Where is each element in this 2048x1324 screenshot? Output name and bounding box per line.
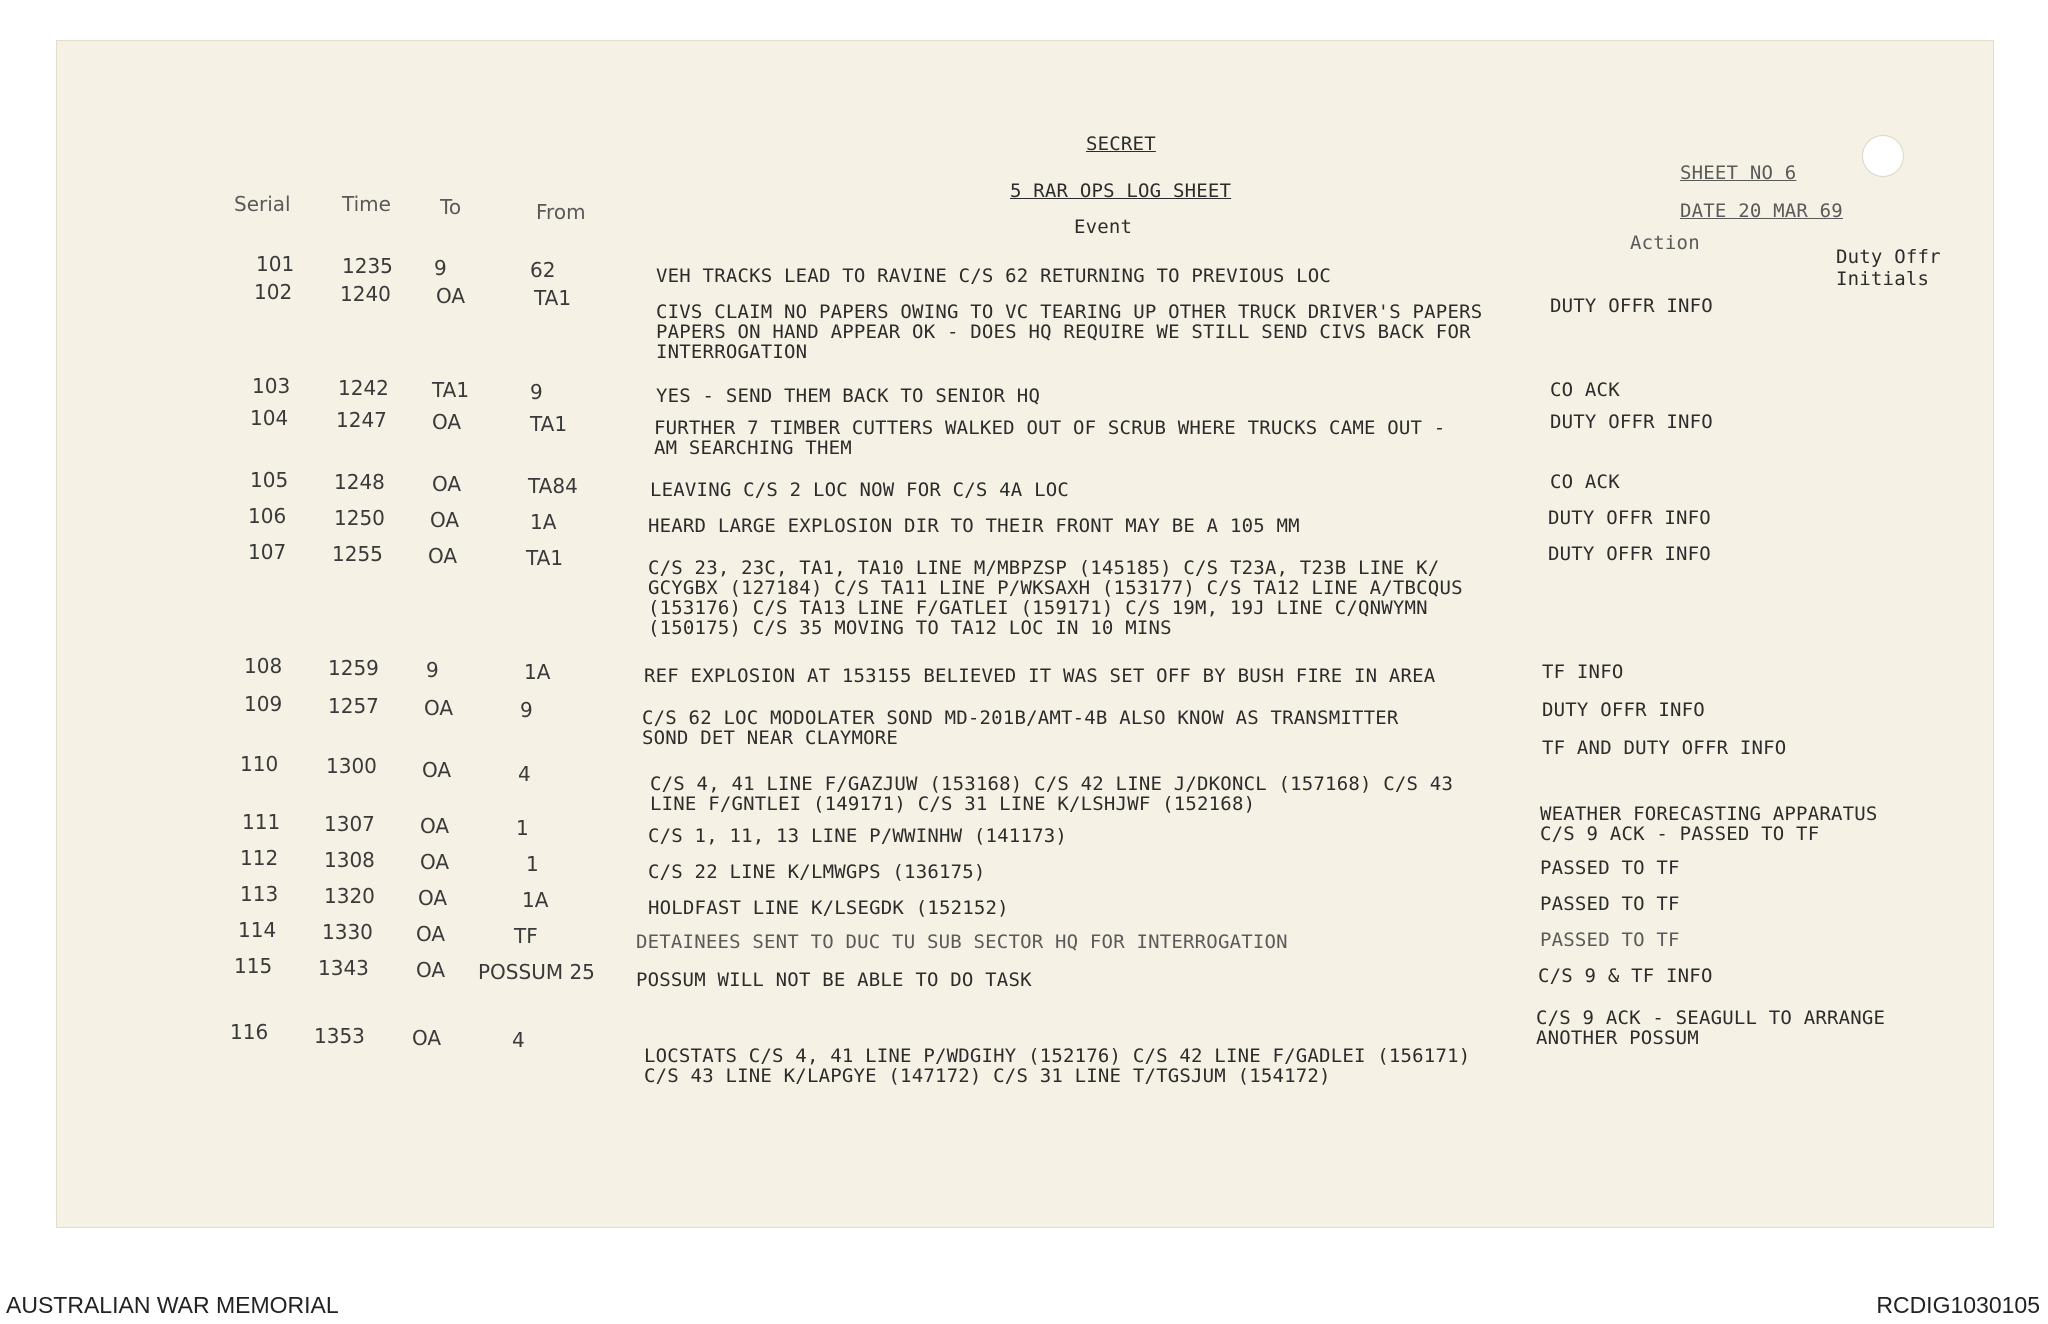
col-header-event: Event xyxy=(1074,216,1133,238)
archive-reference: RCDIG1030105 xyxy=(1876,1292,2040,1318)
row-serial: 111 xyxy=(242,810,281,834)
col-header-time: Time xyxy=(342,192,391,216)
row-time: 1235 xyxy=(342,254,393,278)
row-action: CO ACK xyxy=(1550,379,1620,401)
row-from: 9 xyxy=(530,380,543,404)
row-time: 1353 xyxy=(314,1024,365,1048)
row-to: OA xyxy=(420,850,450,874)
row-from: 1 xyxy=(526,852,539,876)
row-to: 9 xyxy=(434,256,447,280)
log-sheet-paper xyxy=(56,40,1994,1228)
row-serial: 109 xyxy=(244,692,283,716)
row-from: 9 xyxy=(520,698,533,722)
row-to: 9 xyxy=(426,658,439,682)
row-action: DUTY OFFR INFO xyxy=(1550,411,1713,433)
row-from: TA1 xyxy=(526,546,564,570)
row-from: TA1 xyxy=(530,412,568,436)
col-header-duty-initials: Initials xyxy=(1836,268,1930,290)
row-event: VEH TRACKS LEAD TO RAVINE C/S 62 RETURNING TO PREVIOUS LOC xyxy=(656,265,1332,287)
row-to: OA xyxy=(418,886,448,910)
row-action: DUTY OFFR INFO xyxy=(1550,295,1713,317)
col-header-serial: Serial xyxy=(234,192,291,216)
row-to: OA xyxy=(416,922,446,946)
row-serial: 106 xyxy=(248,504,287,528)
row-from: TF xyxy=(514,924,538,948)
row-to: OA xyxy=(428,544,458,568)
row-action: PASSED TO TF xyxy=(1540,857,1680,879)
row-time: 1248 xyxy=(334,470,385,494)
row-serial: 104 xyxy=(250,406,289,430)
archive-credit: AUSTRALIAN WAR MEMORIAL xyxy=(6,1292,339,1318)
row-time: 1255 xyxy=(332,542,383,566)
row-serial: 110 xyxy=(240,752,279,776)
row-from: 1 xyxy=(516,816,529,840)
col-header-duty-offr: Duty Offr xyxy=(1836,246,1941,268)
row-to: OA xyxy=(430,508,460,532)
row-event: C/S 62 LOC MODOLATER SOND MD-201B/AMT-4B ALSO KNOW AS TRANSMITTER SOND DET NEAR CLAYMORE xyxy=(642,707,1399,749)
row-from: 62 xyxy=(530,258,556,282)
row-to: OA xyxy=(422,758,452,782)
row-serial: 115 xyxy=(234,954,273,978)
row-action: TF AND DUTY OFFR INFO xyxy=(1542,737,1787,759)
row-action: CO ACK xyxy=(1550,471,1620,493)
row-action: PASSED TO TF xyxy=(1540,893,1680,915)
row-event: C/S 1, 11, 13 LINE P/WWINHW (141173) xyxy=(648,825,1068,847)
sheet-number: SHEET NO 6 xyxy=(1680,162,1797,184)
row-to: OA xyxy=(412,1026,442,1050)
row-to: OA xyxy=(424,696,454,720)
row-serial: 113 xyxy=(240,882,279,906)
row-from: 1A xyxy=(522,888,549,912)
row-time: 1300 xyxy=(326,754,377,778)
row-event: REF EXPLOSION AT 153155 BELIEVED IT WAS SET OFF BY BUSH FIRE IN AREA xyxy=(644,665,1436,687)
row-serial: 103 xyxy=(252,374,291,398)
col-header-action: Action xyxy=(1630,232,1700,254)
row-time: 1343 xyxy=(318,956,369,980)
row-event: C/S 23, 23C, TA1, TA10 LINE M/MBPZSP (145185) C/S T23A, T23B LINE K/ GCYGBX (127184) C/S TA11 LINE P/WKSAXH (153177) C/S TA12 LINE A/TBCQUS (153176) C/S TA13 LINE F/GATLEI (159171) C/S 19M, 19J LINE C/QNWYMN (150175) C/S 35 MOVING TO TA12 LOC IN 10 MINS xyxy=(648,557,1463,639)
punch-hole xyxy=(1862,135,1904,177)
sheet-date: DATE 20 MAR 69 xyxy=(1680,200,1843,222)
row-serial: 101 xyxy=(256,252,295,276)
row-time: 1257 xyxy=(328,694,379,718)
row-event: FURTHER 7 TIMBER CUTTERS WALKED OUT OF SCRUB WHERE TRUCKS CAME OUT - AM SEARCHING THEM xyxy=(654,417,1446,459)
row-serial: 112 xyxy=(240,846,279,870)
col-header-from: From xyxy=(536,200,586,224)
row-serial: 107 xyxy=(248,540,287,564)
row-action: TF INFO xyxy=(1542,661,1624,683)
row-action: DUTY OFFR INFO xyxy=(1548,507,1711,529)
row-serial: 114 xyxy=(238,918,277,942)
row-time: 1247 xyxy=(336,408,387,432)
row-from: TA84 xyxy=(528,474,578,498)
row-from: 1A xyxy=(524,660,551,684)
row-time: 1308 xyxy=(324,848,375,872)
row-action: DUTY OFFR INFO xyxy=(1542,699,1705,721)
row-serial: 102 xyxy=(254,280,293,304)
classification-label: SECRET xyxy=(1086,133,1156,155)
row-from: 4 xyxy=(518,762,531,786)
row-action: C/S 9 & TF INFO xyxy=(1538,965,1713,987)
row-to: OA xyxy=(436,284,466,308)
row-serial: 116 xyxy=(230,1020,269,1044)
row-from: 4 xyxy=(512,1028,525,1052)
row-time: 1240 xyxy=(340,282,391,306)
row-event: DETAINEES SENT TO DUC TU SUB SECTOR HQ FOR INTERROGATION xyxy=(636,931,1288,953)
row-event: HEARD LARGE EXPLOSION DIR TO THEIR FRONT MAY BE A 105 MM xyxy=(648,515,1300,537)
row-from: TA1 xyxy=(534,286,572,310)
row-event: C/S 4, 41 LINE F/GAZJUW (153168) C/S 42 LINE J/DKONCL (157168) C/S 43 LINE F/GNTLEI (149171) C/S 31 LINE K/LSHJWF (152168) xyxy=(650,773,1454,815)
row-to: OA xyxy=(420,814,450,838)
row-to: OA xyxy=(432,472,462,496)
row-event: LEAVING C/S 2 LOC NOW FOR C/S 4A LOC xyxy=(650,479,1070,501)
row-serial: 108 xyxy=(244,654,283,678)
row-to: TA1 xyxy=(432,378,470,402)
row-action: PASSED TO TF xyxy=(1540,929,1680,951)
row-time: 1320 xyxy=(324,884,375,908)
row-event: CIVS CLAIM NO PAPERS OWING TO VC TEARING UP OTHER TRUCK DRIVER'S PAPERS PAPERS ON HAND APPEAR OK - DOES HQ REQUIRE WE STILL SEND CIVS BACK FOR INTERROGATION xyxy=(656,301,1483,363)
row-event: HOLDFAST LINE K/LSEGDK (152152) xyxy=(648,897,1009,919)
sheet-title: 5 RAR OPS LOG SHEET xyxy=(1010,180,1232,202)
row-time: 1250 xyxy=(334,506,385,530)
row-time: 1242 xyxy=(338,376,389,400)
row-serial: 105 xyxy=(250,468,289,492)
row-to: OA xyxy=(432,410,462,434)
row-to: OA xyxy=(416,958,446,982)
row-action: C/S 9 ACK - SEAGULL TO ARRANGE ANOTHER POSSUM xyxy=(1536,1007,1886,1049)
row-from: POSSUM 25 xyxy=(478,960,595,984)
row-action: WEATHER FORECASTING APPARATUS C/S 9 ACK - PASSED TO TF xyxy=(1540,803,1878,845)
row-time: 1307 xyxy=(324,812,375,836)
row-time: 1259 xyxy=(328,656,379,680)
row-event: POSSUM WILL NOT BE ABLE TO DO TASK xyxy=(636,969,1032,991)
row-event: LOCSTATS C/S 4, 41 LINE P/WDGIHY (152176) C/S 42 LINE F/GADLEI (156171) C/S 43 LINE K/LAPGYE (147172) C/S 31 LINE T/TGSJUM (154172) xyxy=(644,1045,1471,1087)
row-event: C/S 22 LINE K/LMWGPS (136175) xyxy=(648,861,986,883)
col-header-to: To xyxy=(440,195,462,219)
row-event: YES - SEND THEM BACK TO SENIOR HQ xyxy=(656,385,1041,407)
row-from: 1A xyxy=(530,510,557,534)
row-time: 1330 xyxy=(322,920,373,944)
row-action: DUTY OFFR INFO xyxy=(1548,543,1711,565)
